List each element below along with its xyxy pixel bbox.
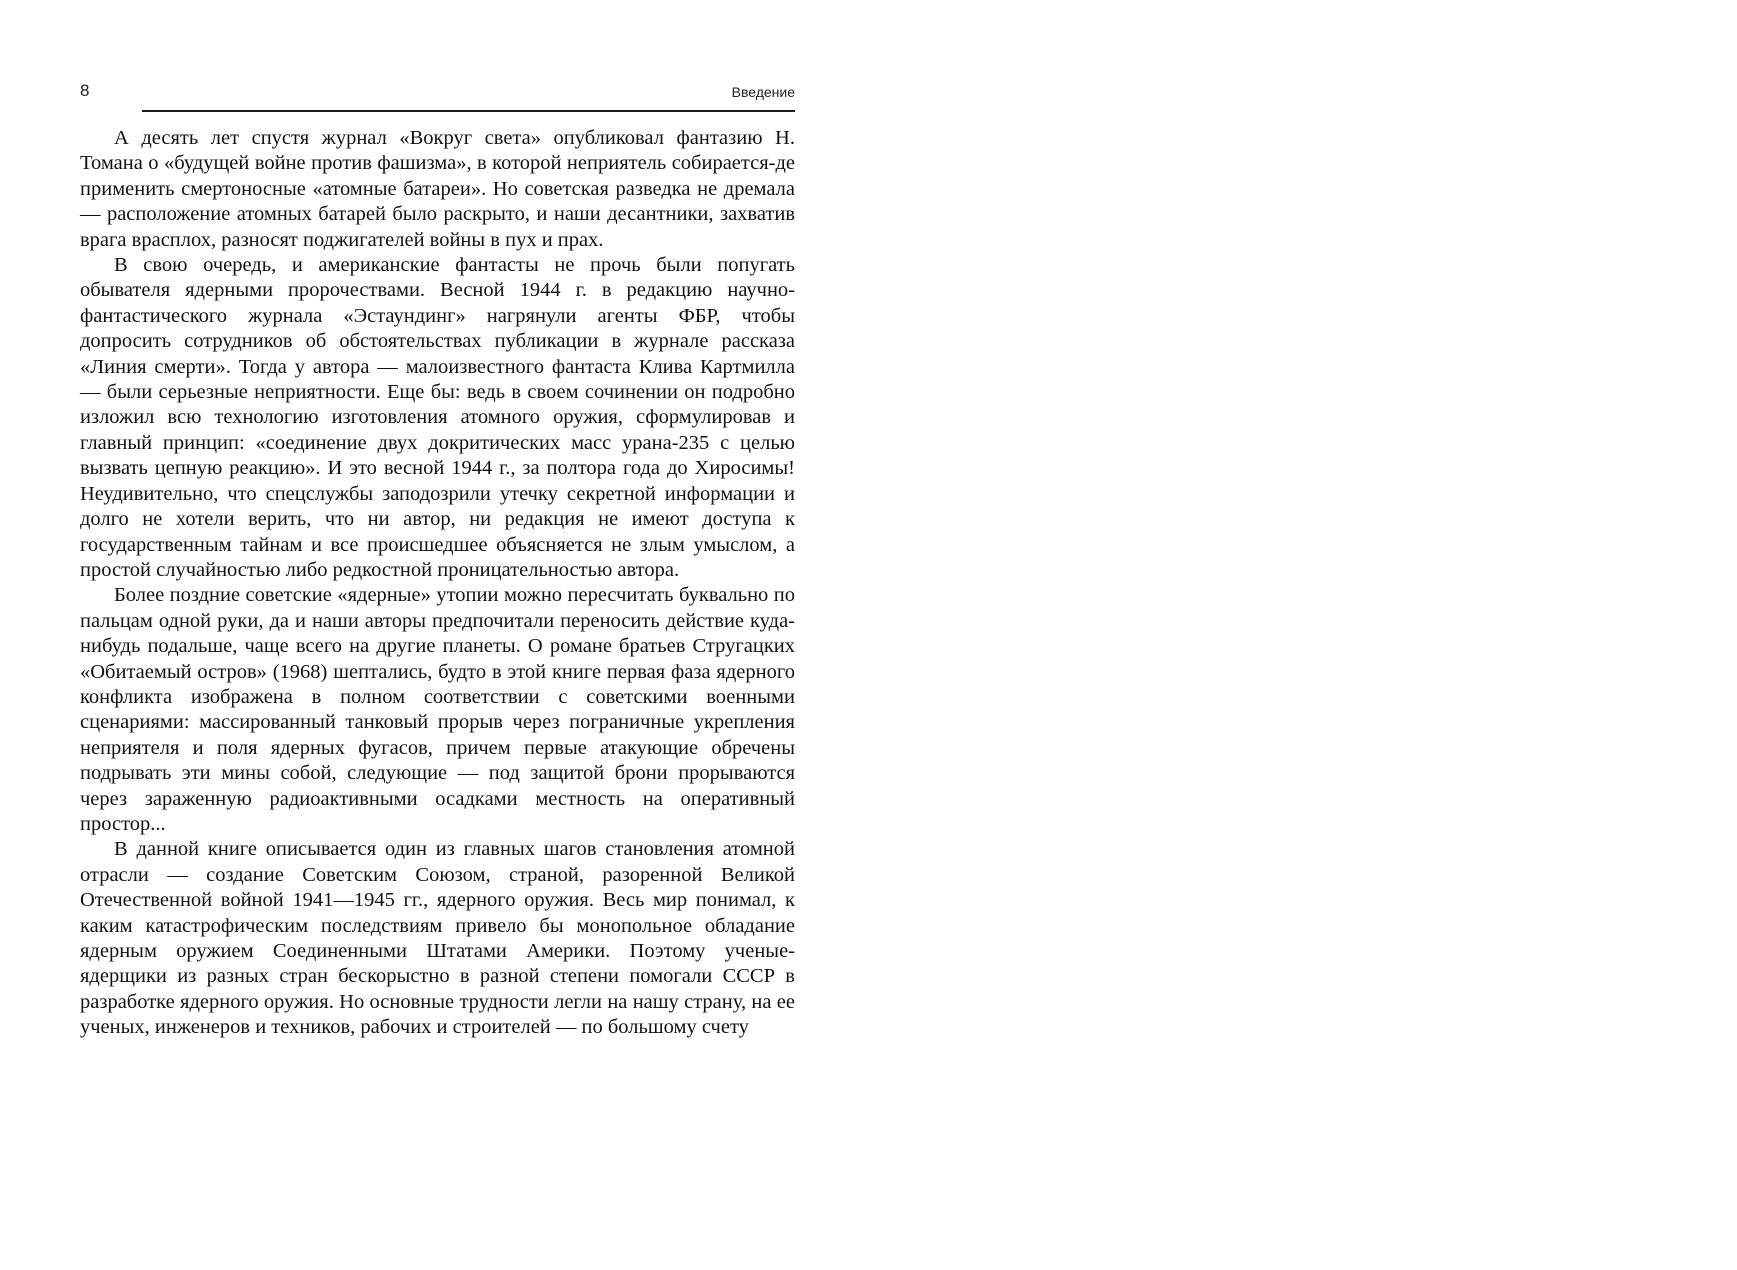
paragraph: В данной книге описывается один из главных шагов становления атомной отрасли — создание Советским Союзом, страной, разоренной Великой Отечественной войной 1941—1945 гг., ядерного оружия. Весь мир понимал, к каким катастрофическим последствиям привело бы монопольное обладание ядерным оружием Соединенными Штатами Америки. Поэтому ученые-ядерщики из разных стран бескорыстно в разной степени помогали СССР в разработке ядерного оружия. Но основные трудности легли на нашу страну, на ее ученых, инженеров и техников, рабочих и строителей — по большому счету	[80, 838, 795, 1039]
paragraph: В свою очередь, и американские фантасты не прочь были попугать обывателя ядерными пророчествами. Весной 1944 г. в редакцию научно-фантастического журнала «Эстаундинг» нагрянули агенты ФБР, чтобы допросить сотрудников об обстоятельствах публикации в журнале рассказа «Линия смерти». Тогда у автора — малоизвестного фантаста Клива Картмилла — были серьезные неприятности. Еще бы: ведь в своем сочинении он подробно изложил всю технологию изготовления атомного оружия, сформулировав и главный принцип: «соединение двух докритических масс урана-235 с целью вызвать цепную реакцию». И это весной 1944 г., за полтора года до Хиросимы! Неудивительно, что спецслужбы заподозрили утечку секретной информации и долго не хотели верить, что ни автор, ни редакция не имеют доступа к государственным тайнам и все происшедшее объясняется не злым умыслом, а простой случайностью либо редкостной проницательностью автора.	[80, 254, 795, 581]
page-number: 8	[80, 81, 90, 100]
paragraph: Более поздние советские «ядерные» утопии можно пересчитать буквально по пальцам одной руки, да и наши авторы предпочитали переносить действие куда-нибудь подальше, чаще всего на другие планеты. О романе братьев Стругацких «Обитаемый остров» (1968) шептались, будто в этой книге первая фаза ядерного конфликта изображена в полном соответствии с советскими военными сценариями: массированный танковый прорыв через пограничные укрепления неприятеля и поля ядерных фугасов, причем первые атакующие обречены подрывать эти мины собой, следующие — под защитой брони прорываются через зараженную радиоактивными осадками местность на оперативный простор...	[80, 584, 795, 835]
body-text	[80, 126, 795, 1041]
section-title: Введение	[731, 84, 795, 100]
header-rule	[142, 110, 795, 112]
paragraph: А десять лет спустя журнал «Вокруг света» опубликовал фантазию Н. Томана о «будущей войне против фашизма», в которой неприятель собирается-де применить смертоносные «атомные батареи». Но советская разведка не дремала — расположение атомных батарей было раскрыто, и наши десантники, захватив врага врасплох, разносят поджигателей войны в пух и прах.	[80, 127, 795, 251]
running-head	[80, 81, 795, 107]
